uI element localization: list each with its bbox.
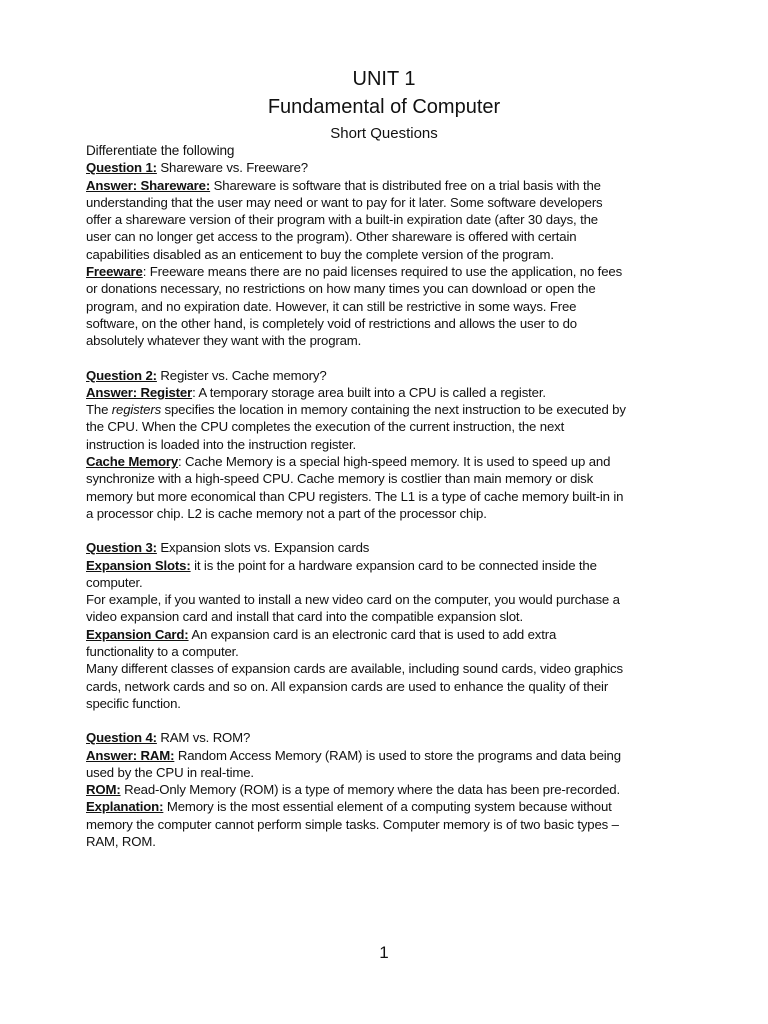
rom-label: ROM: (86, 782, 121, 798)
question-2 (86, 367, 626, 384)
question-3-text: Expansion slots vs. Expansion cards (156, 540, 370, 556)
answer-4-rom (86, 781, 626, 798)
question-3 (86, 539, 626, 556)
section-title: Short Questions (330, 125, 438, 142)
register-line-pre: The (86, 402, 112, 418)
answer-4-explanation (86, 798, 626, 850)
expansion-slots-label: Expansion Slots: (86, 557, 191, 573)
subject-title: Fundamental of Computer (267, 96, 501, 118)
answer-2-label: Answer: Register (86, 384, 193, 400)
question-2-label: Question 2: (86, 367, 157, 383)
register-line-post: specifies the location in memory containing the next instruction to be executed by the CPU. When the CPU completes the execution of the current instruction, the next instruction is loaded into the instruction register. (86, 402, 626, 452)
document-body (86, 142, 626, 850)
spacer (86, 522, 626, 539)
page-number: 1 (379, 943, 389, 962)
expansion-slots-example: For example, if you wanted to install a new video card on the computer, you would purchase a video expansion card and install that card into the compatible expansion slot. (86, 592, 620, 625)
answer-2-text: : A temporary storage area built into a CPU is called a register. (192, 384, 546, 400)
document-header (0, 66, 768, 144)
cache-text: : Cache Memory is a special high-speed memory. It is used to speed up and synchronize with a high-speed CPU. Cache memory is costlier than main memory or disk memory but more economical than CPU registers. The L1 is a type of cache memory built-in in a processor chip. L2 is cache memory not a part of the processor chip. (86, 454, 624, 521)
question-4-label: Question 4: (86, 730, 157, 746)
answer-1-label: Answer: Shareware: (86, 177, 211, 193)
answer-4-ram (86, 747, 626, 782)
question-3-label: Question 3: (86, 540, 157, 556)
intro-line: Differentiate the following (86, 143, 235, 158)
ram-text: Random Access Memory (RAM) is used to store the programs and data being used by the CPU in real-time. (86, 747, 621, 780)
answer-1-text: Shareware is software that is distributed free on a trial basis with the understanding that the user may need or want to pay for it later. Some software developers offer a shareware version of their program with a built-in expiration date (after 30 days, the user can no longer get access to the program). Other shareware is offered with certain capabilities disabled as an enticement to buy the complete version of the program. (86, 177, 603, 262)
spacer (86, 350, 626, 367)
answer-2-cache (86, 453, 626, 522)
question-2-text: Register vs. Cache memory? (156, 367, 327, 383)
question-1-text: Shareware vs. Freeware? (156, 160, 308, 176)
rom-text: Read-Only Memory (ROM) is a type of memory where the data has been pre-recorded. (120, 782, 621, 798)
ram-label: Answer: RAM: (86, 747, 175, 763)
answer-2-register (86, 384, 626, 401)
cache-label: Cache Memory (86, 454, 179, 470)
question-4 (86, 729, 626, 746)
freeware-text: : Freeware means there are no paid licenses required to use the application, no fees or donations necessary, no restrictions on how many times you can download or open the program, and no expiration date. However, it can still be restrictive in some ways. Free software, on the other hand, is completely void of restrictions and allows the user to do absolutely whatever they want with the program. (86, 264, 623, 349)
expansion-card-text: An expansion card is an electronic card that is used to add extra functionality to a computer. (86, 626, 557, 660)
question-1-label: Question 1: (86, 160, 157, 176)
register-explanation (86, 401, 626, 453)
freeware-label: Freeware (86, 264, 143, 280)
spacer (86, 712, 626, 729)
question-4-text: RAM vs. ROM? (156, 730, 251, 746)
unit-title: UNIT 1 (352, 68, 416, 90)
explanation-text: Memory is the most essential element of a computing system because without memory the computer cannot perform simple tasks. Computer memory is of two basic types – RAM, ROM. (86, 799, 619, 849)
expansion-card-label: Expansion Card: (86, 626, 189, 642)
answer-3-slots (86, 557, 626, 592)
answer-1-shareware (86, 177, 626, 263)
answer-3-card (86, 626, 626, 661)
register-term: registers (111, 402, 162, 418)
explanation-label: Explanation: (86, 799, 164, 815)
expansion-card-classes: Many different classes of expansion cards are available, including sound cards, video graphics cards, network cards and so on. All expansion cards are used to enhance the quality of their specific function. (86, 661, 623, 711)
question-1 (86, 159, 626, 176)
answer-1-freeware (86, 263, 626, 349)
expansion-slots-text: it is the point for a hardware expansion card to be connected inside the computer. (86, 557, 597, 590)
